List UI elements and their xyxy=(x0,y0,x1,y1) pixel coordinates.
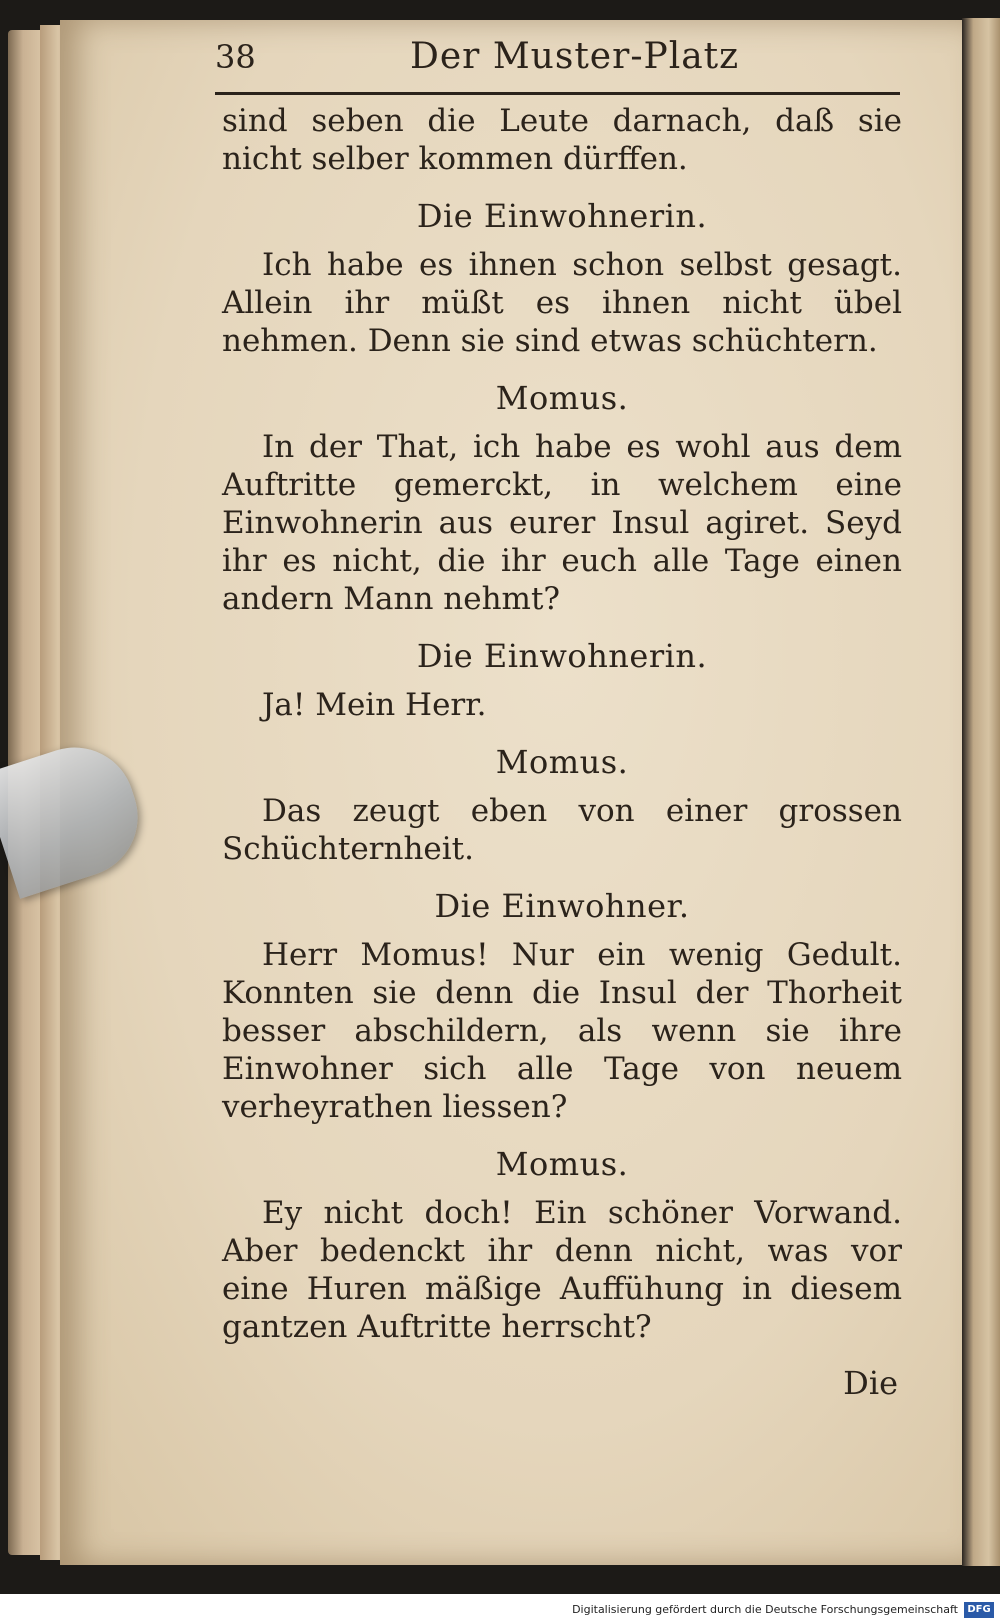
paragraph: In der That, ich habe es wohl aus dem Auftritte gemerckt, in welchem eine Einwohnerin aus eurer Insul agiret. Seyd ihr es nicht, die ihr euch alle Tage einen andern Mann nehmt? xyxy=(222,429,902,617)
page-fore-edge-right xyxy=(962,18,1000,1566)
paragraph: Ja! Mein Herr. xyxy=(262,687,487,723)
catchword: Die xyxy=(843,1364,898,1402)
paragraph: Ey nicht doch! Ein schöner Vorwand. Aber bedenckt ihr denn nicht, was vor eine Huren mäßige Auffühung in diesem gantzen Auftritte herrscht? xyxy=(222,1195,902,1345)
speaker-heading: Die Einwohnerin. xyxy=(416,197,708,235)
paragraph: sind seben die Leute darnach, daß sie nicht selber kommen dürffen. xyxy=(222,103,902,177)
digitization-credit: Digitalisierung gefördert durch die Deutsche Forschungsgemeinschaft xyxy=(572,1603,958,1616)
footer-bar xyxy=(0,1594,1000,1622)
running-head: Der Muster-Platz xyxy=(410,36,740,77)
speaker-heading: Momus. xyxy=(495,379,629,417)
page-header xyxy=(215,32,900,84)
page-number: 38 xyxy=(215,38,256,76)
speaker-heading: Momus. xyxy=(495,743,629,781)
paragraph: Ich habe es ihnen schon selbst gesagt. Allein ihr müßt es ihnen nicht übel nehmen. Denn sie sind etwas schüchtern. xyxy=(222,247,902,359)
header-rule xyxy=(215,92,900,95)
speaker-heading: Momus. xyxy=(495,1145,629,1183)
speaker-heading: Die Einwohner. xyxy=(434,887,690,925)
speaker-heading: Die Einwohnerin. xyxy=(416,637,708,675)
main-text xyxy=(222,102,902,1402)
paragraph: Herr Momus! Nur ein wenig Gedult. Konnten sie denn die Insul der Thorheit besser abschildern, als wenn sie ihre Einwohner sich alle Tage von neuem verheyrathen liessen? xyxy=(222,937,902,1125)
paragraph: Das zeugt eben von einer grossen Schüchternheit. xyxy=(222,793,902,867)
dfg-logo: DFG xyxy=(964,1602,994,1618)
